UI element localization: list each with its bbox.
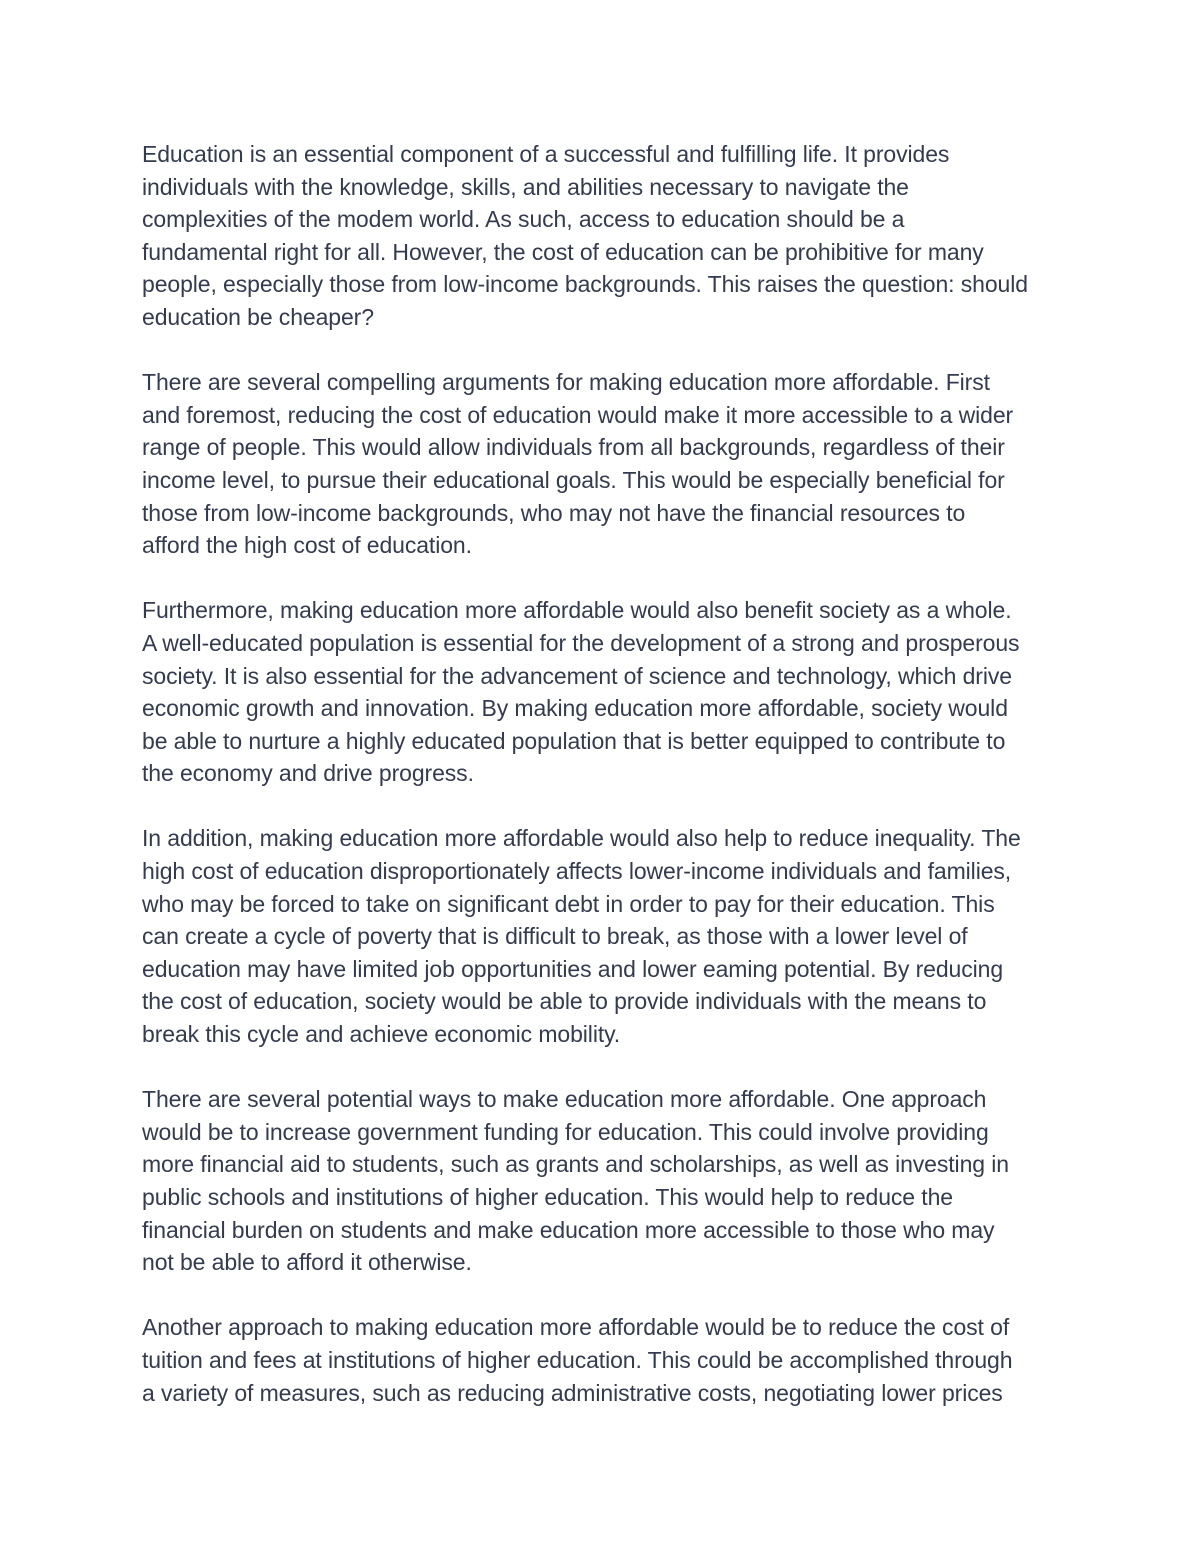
text-line: who may be forced to take on significant debt in order to pay for their education. This (142, 890, 995, 917)
text-line: public schools and institutions of higher education. This would help to reduce the (142, 1184, 953, 1210)
text-line: the economy and drive progress. (142, 760, 474, 787)
text-line: more financial aid to students, such as grants and scholarships, as well as investing in (142, 1151, 1009, 1178)
paragraph-intro (142, 138, 1072, 334)
text-line: financial burden on students and make education more accessible to those who may (142, 1216, 995, 1243)
document-body (142, 138, 1072, 1442)
text-line: break this cycle and achieve economic mobility. (142, 1021, 621, 1048)
text-line: range of people. This would allow individuals from all backgrounds, regardless of their (142, 434, 1005, 461)
text-line: and foremost, reducing the cost of education would make it more accessible to a wider (142, 401, 1014, 428)
text-line: people, especially those from low-income backgrounds. This raises the question: should (142, 271, 1028, 298)
text-line: not be able to afford it otherwise. (142, 1249, 472, 1276)
text-line: can create a cycle of poverty that is difficult to break, as those with a lower level of (142, 923, 968, 950)
paragraph-society (142, 594, 1072, 790)
text-line: There are several compelling arguments for making education more affordable. First (142, 369, 990, 396)
text-line: income level, to pursue their educational goals. This would be especially beneficial for (142, 466, 1005, 493)
text-line: A well-educated population is essential for the development of a strong and prosperous (142, 629, 1020, 656)
text-line: education be cheaper? (142, 303, 374, 330)
text-line: individuals with the knowledge, skills, and abilities necessary to navigate the (142, 173, 909, 200)
text-line: Furthermore, making education more affordable would also benefit society as a whole. (142, 597, 1012, 624)
text-line: education may have limited job opportunities and lower eaming potential. By reducing (142, 955, 1004, 982)
text-line: be able to nurture a highly educated population that is better equipped to contribute to (142, 727, 1006, 754)
text-line: economic growth and innovation. By making education more affordable, society would (142, 695, 1008, 722)
text-line: the cost of education, society would be able to provide individuals with the means to (142, 988, 987, 1015)
text-line: afford the high cost of education. (142, 532, 472, 559)
text-line: a variety of measures, such as reducing administrative costs, negotiating lower prices (142, 1379, 1003, 1406)
text-line: high cost of education disproportionately affects lower-income individuals and families, (142, 858, 1012, 885)
paragraph-tuition (142, 1311, 1072, 1409)
text-line: tuition and fees at institutions of higher education. This could be accomplished through (142, 1346, 1013, 1373)
text-line: In addition, making education more affordable would also help to reduce inequality. The (142, 825, 1021, 852)
text-line: would be to increase government funding for education. This could involve providing (142, 1118, 989, 1145)
paragraph-approaches (142, 1083, 1072, 1279)
text-line: There are several potential ways to make education more affordable. One approach (142, 1086, 987, 1113)
text-line: Education is an essential component of a successful and fulfilling life. It provides (142, 141, 950, 167)
paragraph-inequality (142, 822, 1072, 1050)
text-line: those from low-income backgrounds, who may not have the financial resources to (142, 499, 966, 526)
text-line: complexities of the modem world. As such, access to education should be a (142, 206, 905, 233)
paragraph-arguments (142, 366, 1072, 562)
text-line: Another approach to making education more affordable would be to reduce the cost of (142, 1314, 1010, 1341)
text-line: fundamental right for all. However, the cost of education can be prohibitive for many (142, 238, 984, 265)
text-line: society. It is also essential for the advancement of science and technology, which drive (142, 662, 1012, 689)
